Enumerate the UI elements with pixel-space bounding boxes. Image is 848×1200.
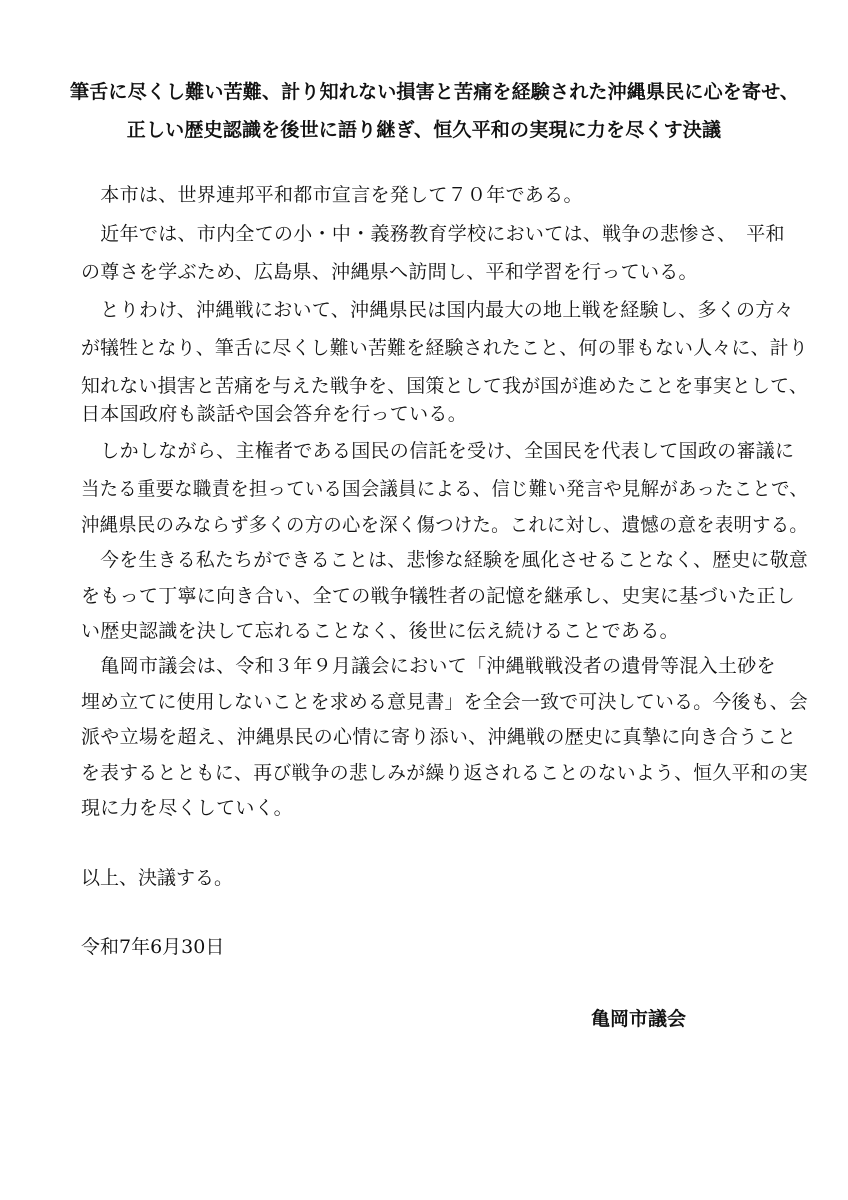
body-line: 沖縄県民のみならず多くの方の心を深く傷つけた。これに対し、遺憾の意を表明する。 — [81, 514, 809, 536]
body-line: 知れない損害と苦痛を与えた戦争を、国策として我が国が進めたことを事実として、 — [81, 375, 809, 397]
body-line: 近年では、市内全ての小・中・義務教育学校においては、戦争の悲惨さ、 平和 — [81, 223, 785, 245]
body-line: 派や立場を超え、沖縄県民の心情に寄り添い、沖縄戦の歴史に真摯に向き合うこと — [81, 726, 797, 748]
body-line: をもって丁寧に向き合い、全ての戦争犠牲者の記憶を継承し、史実に基づいた正し — [81, 585, 796, 607]
body-line: 埋め立てに使用しないことを求める意見書」を全会一致で可決している。今後も、会 — [81, 691, 809, 713]
closing-statement: 以上、決議する。 — [81, 867, 234, 889]
body-line: 現に力を尽くしていく。 — [81, 797, 293, 819]
body-line: い歴史認識を決して忘れることなく、後世に伝え続けることである。 — [81, 620, 679, 642]
body-line: とりわけ、沖縄戦において、沖縄県民は国内最大の地上戦を経験し、多くの方々 — [81, 299, 794, 321]
body-line: を表するとともに、再び戦争の悲しみが繰り返されることのないよう、恒久平和の実 — [81, 762, 809, 784]
body-line: しかしながら、主権者である国民の信託を受け、全国民を代表して国政の審議に — [81, 440, 795, 462]
resolution-title-line-1: 筆舌に尽くし難い苦難、計り知れない損害と苦痛を経験された沖縄県民に心を寄せ、 — [70, 81, 800, 103]
body-line: の尊さを学ぶため、広島県、沖縄県へ訪問し、平和学習を行っている。 — [81, 261, 698, 283]
body-line: 当たる重要な職責を担っている国会議員による、信じ難い発言や見解があったことで、 — [81, 478, 809, 500]
body-line: 亀岡市議会は、令和３年９月議会において「沖縄戦戦没者の遺骨等混入土砂を — [81, 655, 776, 677]
body-line: 日本国政府も談話や国会答弁を行っている。 — [81, 403, 468, 425]
body-line: が犠牲となり、筆舌に尽くし難い苦難を経験されたこと、何の罪もない人々に、計り — [81, 337, 809, 359]
resolution-date: 令和7年6月30日 — [81, 936, 225, 958]
council-signature: 亀岡市議会 — [591, 1008, 687, 1030]
resolution-title-line-2: 正しい歴史認識を後世に語り継ぎ、恒久平和の実現に力を尽くす決議 — [126, 119, 722, 141]
body-line: 今を生きる私たちができることは、悲惨な経験を風化させることなく、歴史に敬意 — [81, 549, 809, 571]
body-line: 本市は、世界連邦平和都市宣言を発して７０年である。 — [81, 184, 583, 206]
